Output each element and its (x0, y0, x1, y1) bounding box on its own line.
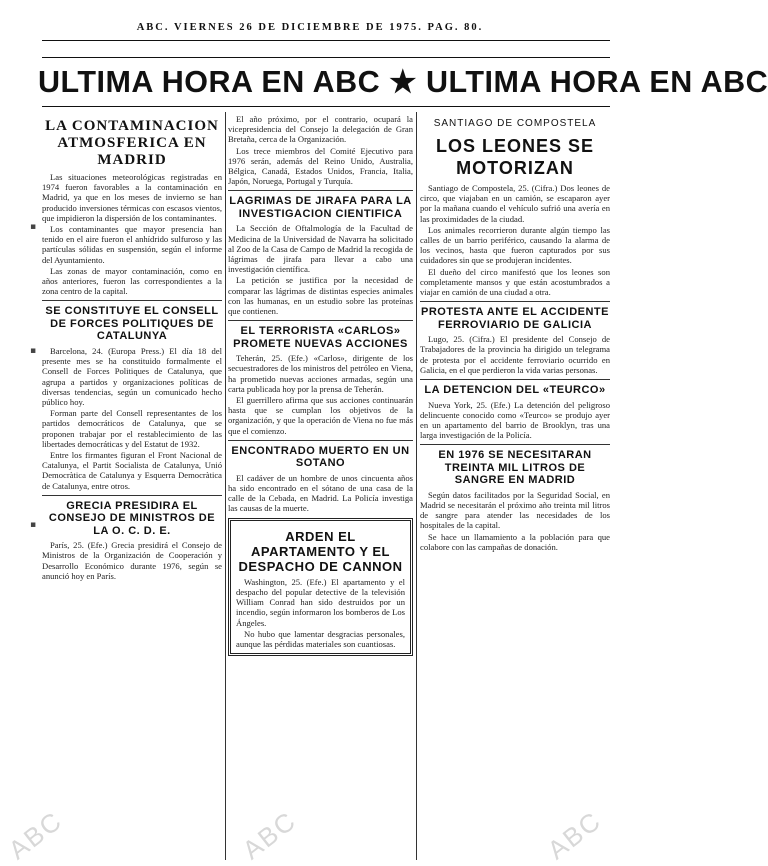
watermark-center: ABC (236, 804, 303, 866)
article-separator (228, 190, 413, 191)
headline-jirafa: LAGRIMAS DE JIRAFA PARA LA INVESTIGACION CIENTIFICA (229, 195, 412, 220)
article-separator (420, 444, 610, 445)
article-body: Lugo, 25. (Cifra.) El presidente del Consejo de Trabajadores de la provincia ha dirigido un telegrama de protesta por el accidente ferroviario ocurrido en Galicia, en el que perdieron la vida varias personas. (420, 334, 610, 375)
article-body: Teherán, 25. (Efe.) «Carlos», dirigente de los secuestradores de los ministros del petróleo en Viena, ha prometido nuevas acciones armadas, según una carta publicada hoy por la prensa de Teherán. (228, 353, 413, 394)
article-body: El guerrillero afirma que sus acciones continuarán hasta que se cumplan los objetivos de la organización, y que la operación de Viena no fue más que el comienzo. (228, 395, 413, 436)
article-body: Las situaciones meteorológicas registradas en 1974 fueron favorables a la contaminación en Madrid, ya que en los meses de invierno se han producido inversiones térmicas con escasos vientos, que impidieron la dispersión de los contaminantes. (42, 172, 222, 223)
article-body: Los contaminantes que mayor presencia han tenido en el aire fueron el anhídrido sulfuroso y las partículas sólidas en suspensión, según el informe del Ayuntamiento. (42, 224, 222, 265)
article-separator (420, 379, 610, 380)
article-consell (42, 305, 222, 490)
header-rule-top (42, 40, 610, 41)
headline-protesta: PROTESTA ANTE EL ACCIDENTE FERROVIARIO DE GALICIA (421, 306, 609, 331)
article-leones (420, 118, 610, 297)
article-separator (420, 301, 610, 302)
article-ocde-continued (228, 114, 413, 186)
article-body: Los trece miembros del Comité Ejecutivo para 1976 serán, además del Reino Unido, Australia, Bélgica, Canadá, Estados Unidos, Francia, Italia, Japón, Noruega, Portugal y Turquía. (228, 145, 413, 187)
margin-mark-2: ▪ (30, 346, 37, 356)
banner-headline: ULTIMA HORA EN ABC ★ ULTIMA HORA EN ABC (38, 65, 768, 99)
article-body: Se hace un llamamiento a la población para que colabore con las campañas de donación. (420, 531, 610, 552)
headline-sotano: ENCONTRADO MUERTO EN UN SOTANO (231, 444, 410, 470)
article-body: Washington, 25. (Efe.) El apartamento y el despacho del popular detective de la televisión William Conrad han sido destruidos por un incendio, según informaron los bomberos de Los Ángeles. (236, 576, 405, 628)
article-body: Según datos facilitados por la Seguridad Social, en Madrid se necesitarán el próximo año treinta mil litros de sangre para atender las necesidades de los hospitales de la capital. (420, 489, 610, 531)
banner-rule-bottom (42, 106, 610, 107)
article-jirafa (228, 195, 413, 316)
margin-mark-1: ▪ (30, 222, 37, 232)
headline-consell: SE CONSTITUYE EL CONSELL DE FORCES POLITIQUES DE CATALUNYA (45, 305, 219, 343)
headline-grecia: GRECIA PRESIDIRA EL CONSEJO DE MINISTROS DE LA O. C. D. E. (48, 499, 216, 537)
headline-teurco: LA DETENCION DEL «TEURCO» (424, 384, 606, 397)
article-sotano (228, 445, 413, 514)
headline-carlos: EL TERRORISTA «CARLOS» PROMETE NUEVAS ACCIONES (233, 325, 408, 350)
headline-sangre: EN 1976 SE NECESITARAN TREINTA MIL LITROS DE SANGRE EN MADRID (438, 449, 592, 487)
article-sangre (420, 449, 610, 552)
article-body: Los animales recorrieron durante algún tiempo las calles de un barrio periférico, causando la alarma de los vecinos, hasta que fueron capturados por sus cuidadores sin que se produjeran incidentes. (420, 224, 610, 266)
column-3 (420, 114, 610, 856)
headline-contaminacion: LA CONTAMINACION ATMOSFERICA EN MADRID (45, 118, 219, 168)
article-carlos (228, 325, 413, 436)
running-head: ABC. VIERNES 26 DE DICIEMBRE DE 1975. PAG. 80. (136, 22, 484, 33)
article-body: París, 25. (Efe.) Grecia presidirá el Consejo de Ministros de la Organización de Cooperación y Desarrollo Económico durante 1976, según se anunció hoy en París. (42, 540, 222, 581)
column-2 (228, 114, 413, 856)
kicker-santiago: SANTIAGO DE COMPOSTELA (433, 118, 597, 129)
article-body: Nueva York, 25. (Efe.) La detención del peligroso delincuente conocido como «Teurco» se produjo ayer en un apartamento del barrio de Brooklyn, tras una larga investigación de la Policía. (420, 399, 610, 441)
watermark-right: ABC (541, 804, 608, 866)
headline-cannon: ARDEN EL APARTAMENTO Y EL DESPACHO DE CANNON (238, 528, 403, 574)
article-body: La Sección de Oftalmología de la Facultad de Medicina de la Universidad de Navarra ha solicitado al Zoo de la Casa de Campo de Madrid la recogida de lágrimas de jirafa para llevar a cabo una investigación científica. (228, 223, 413, 275)
article-body: El año próximo, por el contrario, ocupará la vicepresidencia del Consejo la delegación de Gran Bretaña, cerca de la Organización. (228, 114, 413, 145)
boxed-article-cannon (228, 518, 413, 656)
article-separator (42, 495, 222, 496)
column-divider-2 (416, 112, 417, 860)
article-separator (228, 320, 413, 321)
headline-leones: LOS LEONES SE MOTORIZAN (435, 136, 595, 178)
article-body: Santiago de Compostela, 25. (Cifra.) Dos leones de circo, que viajaban en un camión, se escaparon ayer por la mañana cuando el vehículo sufrió una avería en las proximidades de la ciudad. (420, 183, 610, 224)
article-contaminacion (42, 118, 222, 296)
article-body: No hubo que lamentar desgracias personales, aunque las pérdidas materiales son cuantiosas. (236, 628, 405, 649)
article-protesta (420, 306, 610, 375)
header-rule-mid (42, 57, 610, 58)
margin-mark-3: ▪ (30, 520, 37, 530)
watermark-left: ABC (2, 804, 69, 866)
column-1 (42, 114, 222, 856)
article-separator (228, 440, 413, 441)
article-body: Forman parte del Consell representantes de los partidos democráticos de Catalunya, que se proponen trabajar por el restablecimiento de las libertades democráticas y del Estatut de 1932. (42, 408, 222, 449)
article-body: El cadáver de un hombre de unos cincuenta años ha sido encontrado en el sótano de una casa de la calle de la Cebada, en Madrid. La Policía investiga las causas de la muerte. (228, 472, 413, 514)
article-teurco (420, 384, 610, 440)
article-body: Barcelona, 24. (Europa Press.) El día 18 del presente mes se ha constituido formalmente el Consell de Forces Politiques de Catalunya, que agrupa a partidos y organizaciones políticas de diversas tendencias, según un comunicado hecho público hoy. (42, 345, 222, 407)
article-body: Entre los firmantes figuran el Front Nacional de Catalunya, el Partit Socialista de Catalunya, Unió Democràtica de Catalunya y Esquerra Democràtica de Catalunya, entre otros. (42, 449, 222, 491)
article-separator (42, 300, 222, 301)
article-grecia (42, 500, 222, 581)
column-divider-1 (225, 112, 226, 860)
article-body: La petición se justifica por la necesidad de comparar las lágrimas de distintas especies animales con las humanas, en un estudio sobre las proteínas que contienen. (228, 275, 413, 317)
article-body: El dueño del circo manifestó que los leones son completamente mansos y que están acostumbrados a viajar en camión de una ciudad a otra. (420, 266, 610, 298)
article-body: Las zonas de mayor contaminación, como en años anteriores, fueron las correspondientes a la zona centro de la capital. (42, 265, 222, 297)
